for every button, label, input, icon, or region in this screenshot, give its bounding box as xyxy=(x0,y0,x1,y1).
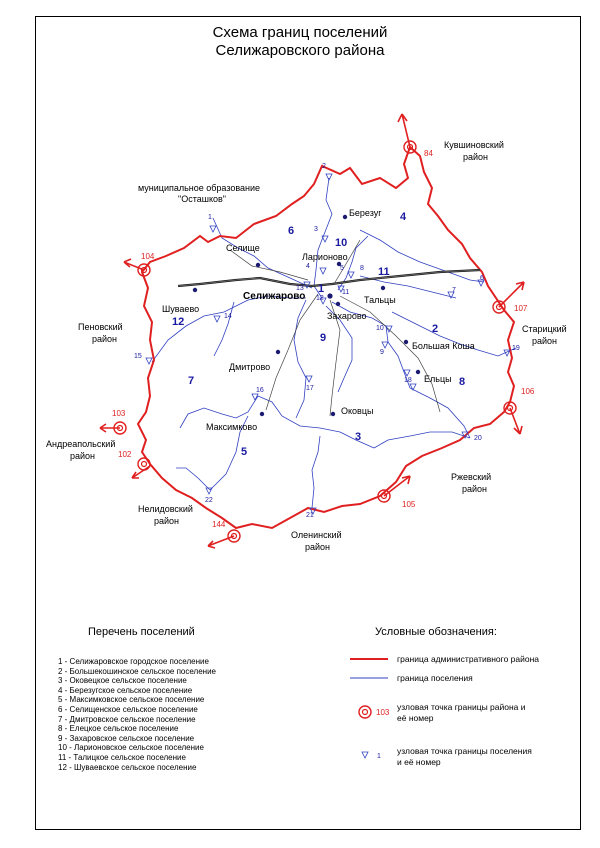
legend-settlement-node-symbol xyxy=(362,752,368,758)
town-label-okovcy: Оковцы xyxy=(341,406,374,416)
list-item: 7 - Дмитровское сельское поселение xyxy=(58,714,196,724)
area-number: 10 xyxy=(335,237,348,249)
settlements-list-title: Перечень поселений xyxy=(88,626,195,638)
legend-district-node-text: узловая точка границы района и её номер xyxy=(397,702,526,723)
settlement-node-label: 20 xyxy=(474,435,482,442)
area-number: 8 xyxy=(459,376,466,388)
district-node-label: 107 xyxy=(514,304,528,313)
list-item: 3 - Оковецкое сельское поселение xyxy=(58,676,187,686)
neighbor-olenino: Оленинский xyxy=(291,530,342,540)
settlement-node-label: 21 xyxy=(306,512,314,519)
neighbor-rzhev: Ржевский xyxy=(451,472,492,482)
area-number: 1 xyxy=(318,283,325,295)
neighbor-kuvshinovo: Кувшиновский xyxy=(444,140,504,150)
list-item: 5 - Максимковское сельское поселение xyxy=(58,695,205,705)
settlement-node-label: 1 xyxy=(208,214,212,221)
settlement-node-label: 5 xyxy=(340,265,344,272)
town-label-dmitrovo: Дмитрово xyxy=(229,362,271,372)
neighbor-andreapol: район xyxy=(70,451,96,461)
settlement-node-label: 7 xyxy=(452,287,456,294)
district-node-label: 102 xyxy=(118,450,132,459)
list-item: 2 - Большекошинское сельское поселение xyxy=(58,666,216,676)
node-arrows xyxy=(100,114,524,548)
area-number: 4 xyxy=(400,211,407,223)
neighbor-andreapol: Андреапольский xyxy=(46,439,116,449)
district-node-label: 105 xyxy=(402,500,416,509)
legend-title: Условные обозначения: xyxy=(375,626,497,638)
district-node-label: 144 xyxy=(212,520,226,529)
town-label-selische: Селище xyxy=(226,243,260,253)
neighbor-nelidovo: Нелидовский xyxy=(138,504,193,514)
district-node-label: 103 xyxy=(112,409,126,418)
list-item: 10 - Ларионовское сельское поселение xyxy=(58,743,204,753)
district-node-102 xyxy=(138,458,150,470)
settlement-node-label: 9 xyxy=(380,349,384,356)
neighbor-staritsa: район xyxy=(532,336,558,346)
town-label-zaharovo: Захарово xyxy=(327,311,367,321)
town-label-selizharovo: Селижарово xyxy=(243,291,306,302)
area-number: 9 xyxy=(320,332,327,344)
town-label-bolshaya-kosha: Большая Коша xyxy=(412,341,475,351)
settlement-node-label: 10 xyxy=(376,325,384,332)
neighbor-rzhev: район xyxy=(462,484,488,494)
settlement-node-label: 2 xyxy=(322,163,326,170)
legend-settlement-node-text: узловая точка границы поселения и её номер xyxy=(397,746,532,767)
area-number: 12 xyxy=(172,316,185,328)
settlement-node-label: 11 xyxy=(342,289,350,296)
neighbor-ostashkov: "Осташков" xyxy=(178,194,226,204)
settlement-node-label: 17 xyxy=(306,385,314,392)
neighbor-olenino: район xyxy=(305,542,331,552)
settlement-node-label: 18 xyxy=(404,377,412,384)
district-node-label: 84 xyxy=(424,149,433,158)
neighbor-penovo: Пеновский xyxy=(78,322,123,332)
map-title-line1: Схема границ поселений xyxy=(212,24,388,41)
map-title-line2: Селижаровского района xyxy=(215,42,385,59)
list-item: 9 - Захаровское сельское поселение xyxy=(58,733,195,743)
neighbor-penovo: район xyxy=(92,334,118,344)
settlement-node-label: 12 xyxy=(316,295,324,302)
list-item: 11 - Талицкое сельское поселение xyxy=(58,752,186,762)
legend-symbols xyxy=(350,659,390,760)
legend-settlement-node-number: 1 xyxy=(377,753,381,760)
area-number: 5 xyxy=(241,446,248,458)
list-item: 1 - Селижаровское городское поселение xyxy=(58,657,209,666)
settlement-node-label: 14 xyxy=(224,313,232,320)
town-label-berezug: Березуг xyxy=(349,208,382,218)
district-node-label: 104 xyxy=(141,252,155,261)
area-number: 11 xyxy=(378,266,390,278)
settlement-node-label: 16 xyxy=(256,387,264,394)
settlement-node-label: 13 xyxy=(296,285,304,292)
list-item: 12 - Шуваевское сельское поселение xyxy=(58,762,197,772)
area-number: 6 xyxy=(288,225,295,237)
district-node-label: 106 xyxy=(521,387,535,396)
neighbor-nelidovo: район xyxy=(154,516,180,526)
settlement-node-label: 4 xyxy=(306,263,310,270)
legend-district-node-number: 103 xyxy=(376,708,390,717)
area-number: 2 xyxy=(432,323,439,335)
legend-settlement-border-text: граница поселения xyxy=(397,673,473,683)
settlement-node-label: 8 xyxy=(360,265,364,272)
area-number: 3 xyxy=(355,431,362,443)
settlement-node-label: 15 xyxy=(134,353,142,360)
settlement-node-label: 3 xyxy=(314,226,318,233)
town-label-talcy: Тальцы xyxy=(364,295,396,305)
settlement-node-label: 22 xyxy=(205,497,213,504)
neighbor-kuvshinovo: район xyxy=(463,152,489,162)
legend-district-node-symbol xyxy=(359,706,371,718)
settlement-node-label: 6 xyxy=(480,275,484,282)
town-label-maksimkovo: Максимково xyxy=(206,422,258,432)
neighbor-ostashkov: муниципальное образование xyxy=(138,183,261,193)
town-label-larionovo: Ларионово xyxy=(302,252,348,262)
town-label-shuvaevo: Шуваево xyxy=(162,304,200,314)
neighbor-staritsa: Старицкий xyxy=(522,324,567,334)
settlements-list xyxy=(58,657,216,772)
area-number: 7 xyxy=(188,375,195,387)
list-item: 6 - Селищенское сельское поселение xyxy=(58,704,198,714)
legend-district-border-text: граница административного района xyxy=(397,654,540,664)
neighbor-labels xyxy=(46,140,567,552)
settlement-node-label: 19 xyxy=(512,345,520,352)
list-item: 4 - Березугское сельское поселение xyxy=(58,685,193,695)
list-item: 8 - Елецкое сельское поселение xyxy=(58,724,179,734)
town-label-elcy: Ельцы xyxy=(424,374,452,384)
